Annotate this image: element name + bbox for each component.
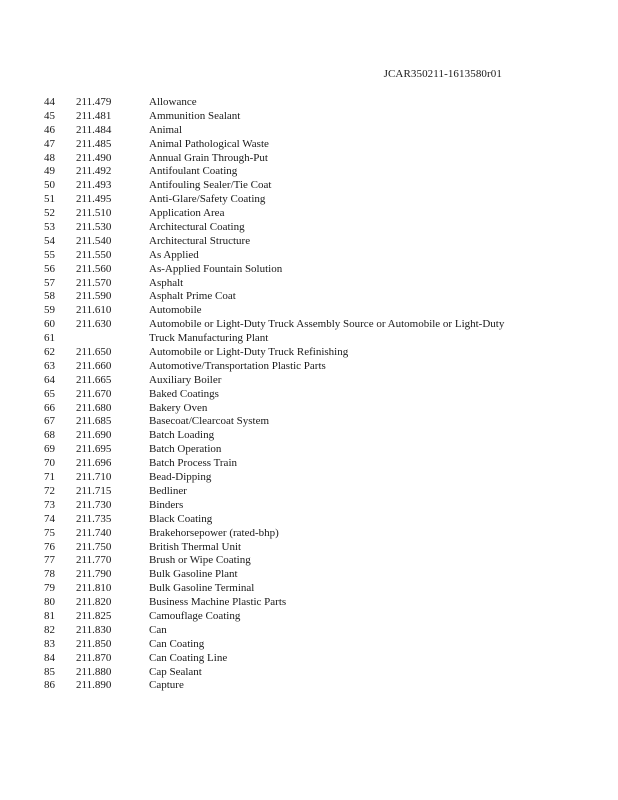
section-number: 211.696 — [76, 457, 112, 470]
defined-term: Antifouling Sealer/Tie Coat — [149, 179, 272, 192]
defined-term: Animal Pathological Waste — [149, 137, 269, 150]
line-number: 52 — [44, 207, 55, 220]
line-number: 78 — [44, 568, 55, 581]
section-number: 211.770 — [76, 554, 112, 567]
section-number: 211.665 — [76, 373, 112, 386]
section-number: 211.550 — [76, 248, 112, 261]
section-number: 211.530 — [76, 221, 112, 234]
section-number: 211.685 — [76, 415, 112, 428]
line-number: 54 — [44, 234, 55, 247]
list-item — [0, 513, 618, 527]
section-number: 211.870 — [76, 651, 112, 664]
line-number: 48 — [44, 151, 55, 164]
line-number: 56 — [44, 262, 55, 275]
defined-term: Bakery Oven — [149, 401, 208, 414]
section-number: 211.820 — [76, 596, 112, 609]
list-item — [0, 179, 618, 193]
list-item — [0, 96, 618, 110]
line-number: 81 — [44, 609, 55, 622]
line-number: 73 — [44, 498, 55, 511]
list-item — [0, 374, 618, 388]
defined-term: British Thermal Unit — [149, 540, 242, 553]
list-item — [0, 124, 618, 138]
list-item — [0, 318, 618, 332]
section-number: 211.560 — [76, 262, 112, 275]
section-number: 211.730 — [76, 498, 112, 511]
section-number: 211.715 — [76, 484, 112, 497]
line-number: 79 — [44, 582, 55, 595]
list-item — [0, 402, 618, 416]
defined-term: Bulk Gasoline Plant — [149, 568, 238, 581]
line-number: 59 — [44, 304, 55, 317]
line-number: 51 — [44, 193, 55, 206]
list-item — [0, 610, 618, 624]
list-item — [0, 346, 618, 360]
defined-term: Black Coating — [149, 512, 213, 525]
list-item — [0, 624, 618, 638]
defined-term: Batch Operation — [149, 443, 222, 456]
defined-term: Batch Process Train — [149, 457, 237, 470]
list-item — [0, 332, 618, 346]
defined-term: Ammunition Sealant — [149, 109, 241, 122]
section-number: 211.492 — [76, 165, 112, 178]
line-number: 67 — [44, 415, 55, 428]
line-number: 46 — [44, 123, 55, 136]
defined-term: Automobile or Light-Duty Truck Assembly Source or Automobile or Light-Duty — [149, 318, 505, 331]
list-item — [0, 568, 618, 582]
line-number: 60 — [44, 318, 55, 331]
defined-term: Can Coating — [149, 637, 205, 650]
list-item — [0, 679, 618, 693]
section-number: 211.590 — [76, 290, 112, 303]
list-item — [0, 457, 618, 471]
line-number: 72 — [44, 484, 55, 497]
defined-term: Cap Sealant — [149, 665, 202, 678]
list-item — [0, 193, 618, 207]
list-item — [0, 138, 618, 152]
line-number: 49 — [44, 165, 55, 178]
list-item — [0, 429, 618, 443]
section-number: 211.690 — [76, 429, 112, 442]
line-number: 70 — [44, 457, 55, 470]
defined-term: Camouflage Coating — [149, 609, 241, 622]
line-number: 64 — [44, 373, 55, 386]
defined-term: Allowance — [149, 96, 197, 108]
defined-term: Baked Coatings — [149, 387, 219, 400]
section-number: 211.540 — [76, 234, 112, 247]
line-number: 55 — [44, 248, 55, 261]
defined-term: Can Coating Line — [149, 651, 228, 664]
list-item — [0, 221, 618, 235]
line-number: 62 — [44, 346, 55, 359]
defined-term: Auxiliary Boiler — [149, 373, 222, 386]
definitions-list — [0, 96, 618, 693]
defined-term: Binders — [149, 498, 184, 511]
line-number: 80 — [44, 596, 55, 609]
line-number: 61 — [44, 332, 55, 345]
line-number: 69 — [44, 443, 55, 456]
list-item — [0, 596, 618, 610]
list-item — [0, 152, 618, 166]
line-number: 66 — [44, 401, 55, 414]
list-item — [0, 277, 618, 291]
line-number: 86 — [44, 679, 55, 692]
line-number: 82 — [44, 623, 55, 636]
line-number: 68 — [44, 429, 55, 442]
line-number: 83 — [44, 637, 55, 650]
line-number: 65 — [44, 387, 55, 400]
section-number: 211.510 — [76, 207, 112, 220]
defined-term: Architectural Coating — [149, 221, 245, 234]
list-item — [0, 666, 618, 680]
list-item — [0, 471, 618, 485]
list-item — [0, 290, 618, 304]
defined-term: Architectural Structure — [149, 234, 251, 247]
section-number: 211.825 — [76, 609, 112, 622]
defined-term: Truck Manufacturing Plant — [149, 332, 269, 345]
section-number: 211.495 — [76, 193, 112, 206]
defined-term: Bedliner — [149, 484, 187, 497]
defined-term: Automobile or Light-Duty Truck Refinishing — [149, 346, 349, 359]
section-number: 211.610 — [76, 304, 112, 317]
section-number: 211.735 — [76, 512, 112, 525]
list-item — [0, 207, 618, 221]
section-number: 211.880 — [76, 665, 112, 678]
defined-term: Bead-Dipping — [149, 471, 212, 484]
defined-term: Antifoulant Coating — [149, 165, 238, 178]
line-number: 58 — [44, 290, 55, 303]
section-number: 211.830 — [76, 623, 112, 636]
defined-term: As Applied — [149, 248, 199, 261]
section-number: 211.740 — [76, 526, 112, 539]
section-number: 211.810 — [76, 582, 112, 595]
defined-term: Can — [149, 623, 167, 636]
document-id: JCAR350211-1613580r01 — [383, 68, 502, 80]
section-number: 211.750 — [76, 540, 112, 553]
section-number: 211.660 — [76, 359, 112, 372]
list-item — [0, 527, 618, 541]
defined-term: Automobile — [149, 304, 202, 317]
section-number: 211.490 — [76, 151, 112, 164]
defined-term: Basecoat/Clearcoat System — [149, 415, 270, 428]
line-number: 53 — [44, 221, 55, 234]
list-item — [0, 235, 618, 249]
list-item — [0, 554, 618, 568]
defined-term: Asphalt Prime Coat — [149, 290, 236, 303]
list-item — [0, 388, 618, 402]
defined-term: Annual Grain Through-Put — [149, 151, 268, 164]
list-item — [0, 165, 618, 179]
section-number: 211.630 — [76, 318, 112, 331]
line-number: 63 — [44, 359, 55, 372]
defined-term: Business Machine Plastic Parts — [149, 596, 287, 609]
list-item — [0, 541, 618, 555]
defined-term: Batch Loading — [149, 429, 215, 442]
line-number: 44 — [44, 96, 55, 108]
section-number: 211.850 — [76, 637, 112, 650]
defined-term: Application Area — [149, 207, 225, 220]
list-item — [0, 249, 618, 263]
list-item — [0, 304, 618, 318]
line-number: 76 — [44, 540, 55, 553]
section-number: 211.493 — [76, 179, 112, 192]
line-number: 47 — [44, 137, 55, 150]
line-number: 71 — [44, 471, 55, 484]
defined-term: Automotive/Transportation Plastic Parts — [149, 359, 326, 372]
section-number: 211.570 — [76, 276, 112, 289]
section-number: 211.650 — [76, 346, 112, 359]
defined-term: Animal — [149, 123, 182, 136]
section-number: 211.479 — [76, 96, 112, 108]
section-number: 211.670 — [76, 387, 112, 400]
list-item — [0, 263, 618, 277]
list-item — [0, 110, 618, 124]
section-number: 211.790 — [76, 568, 112, 581]
list-item — [0, 415, 618, 429]
defined-term: Asphalt — [149, 276, 184, 289]
section-number: 211.484 — [76, 123, 112, 136]
section-number: 211.485 — [76, 137, 112, 150]
defined-term: Brush or Wipe Coating — [149, 554, 251, 567]
line-number: 50 — [44, 179, 55, 192]
line-number: 75 — [44, 526, 55, 539]
line-number: 57 — [44, 276, 55, 289]
line-number: 74 — [44, 512, 55, 525]
defined-term: As-Applied Fountain Solution — [149, 262, 283, 275]
list-item — [0, 360, 618, 374]
list-item — [0, 485, 618, 499]
section-number: 211.481 — [76, 109, 112, 122]
section-number: 211.680 — [76, 401, 112, 414]
defined-term: Brakehorsepower (rated-bhp) — [149, 526, 279, 539]
section-number: 211.695 — [76, 443, 112, 456]
list-item — [0, 499, 618, 513]
list-item — [0, 443, 618, 457]
line-number: 45 — [44, 109, 55, 122]
defined-term: Anti-Glare/Safety Coating — [149, 193, 266, 206]
defined-term: Bulk Gasoline Terminal — [149, 582, 255, 595]
list-item — [0, 652, 618, 666]
section-number: 211.710 — [76, 471, 112, 484]
defined-term: Capture — [149, 679, 184, 692]
list-item — [0, 582, 618, 596]
line-number: 77 — [44, 554, 55, 567]
list-item — [0, 638, 618, 652]
line-number: 84 — [44, 651, 55, 664]
line-number: 85 — [44, 665, 55, 678]
section-number: 211.890 — [76, 679, 112, 692]
